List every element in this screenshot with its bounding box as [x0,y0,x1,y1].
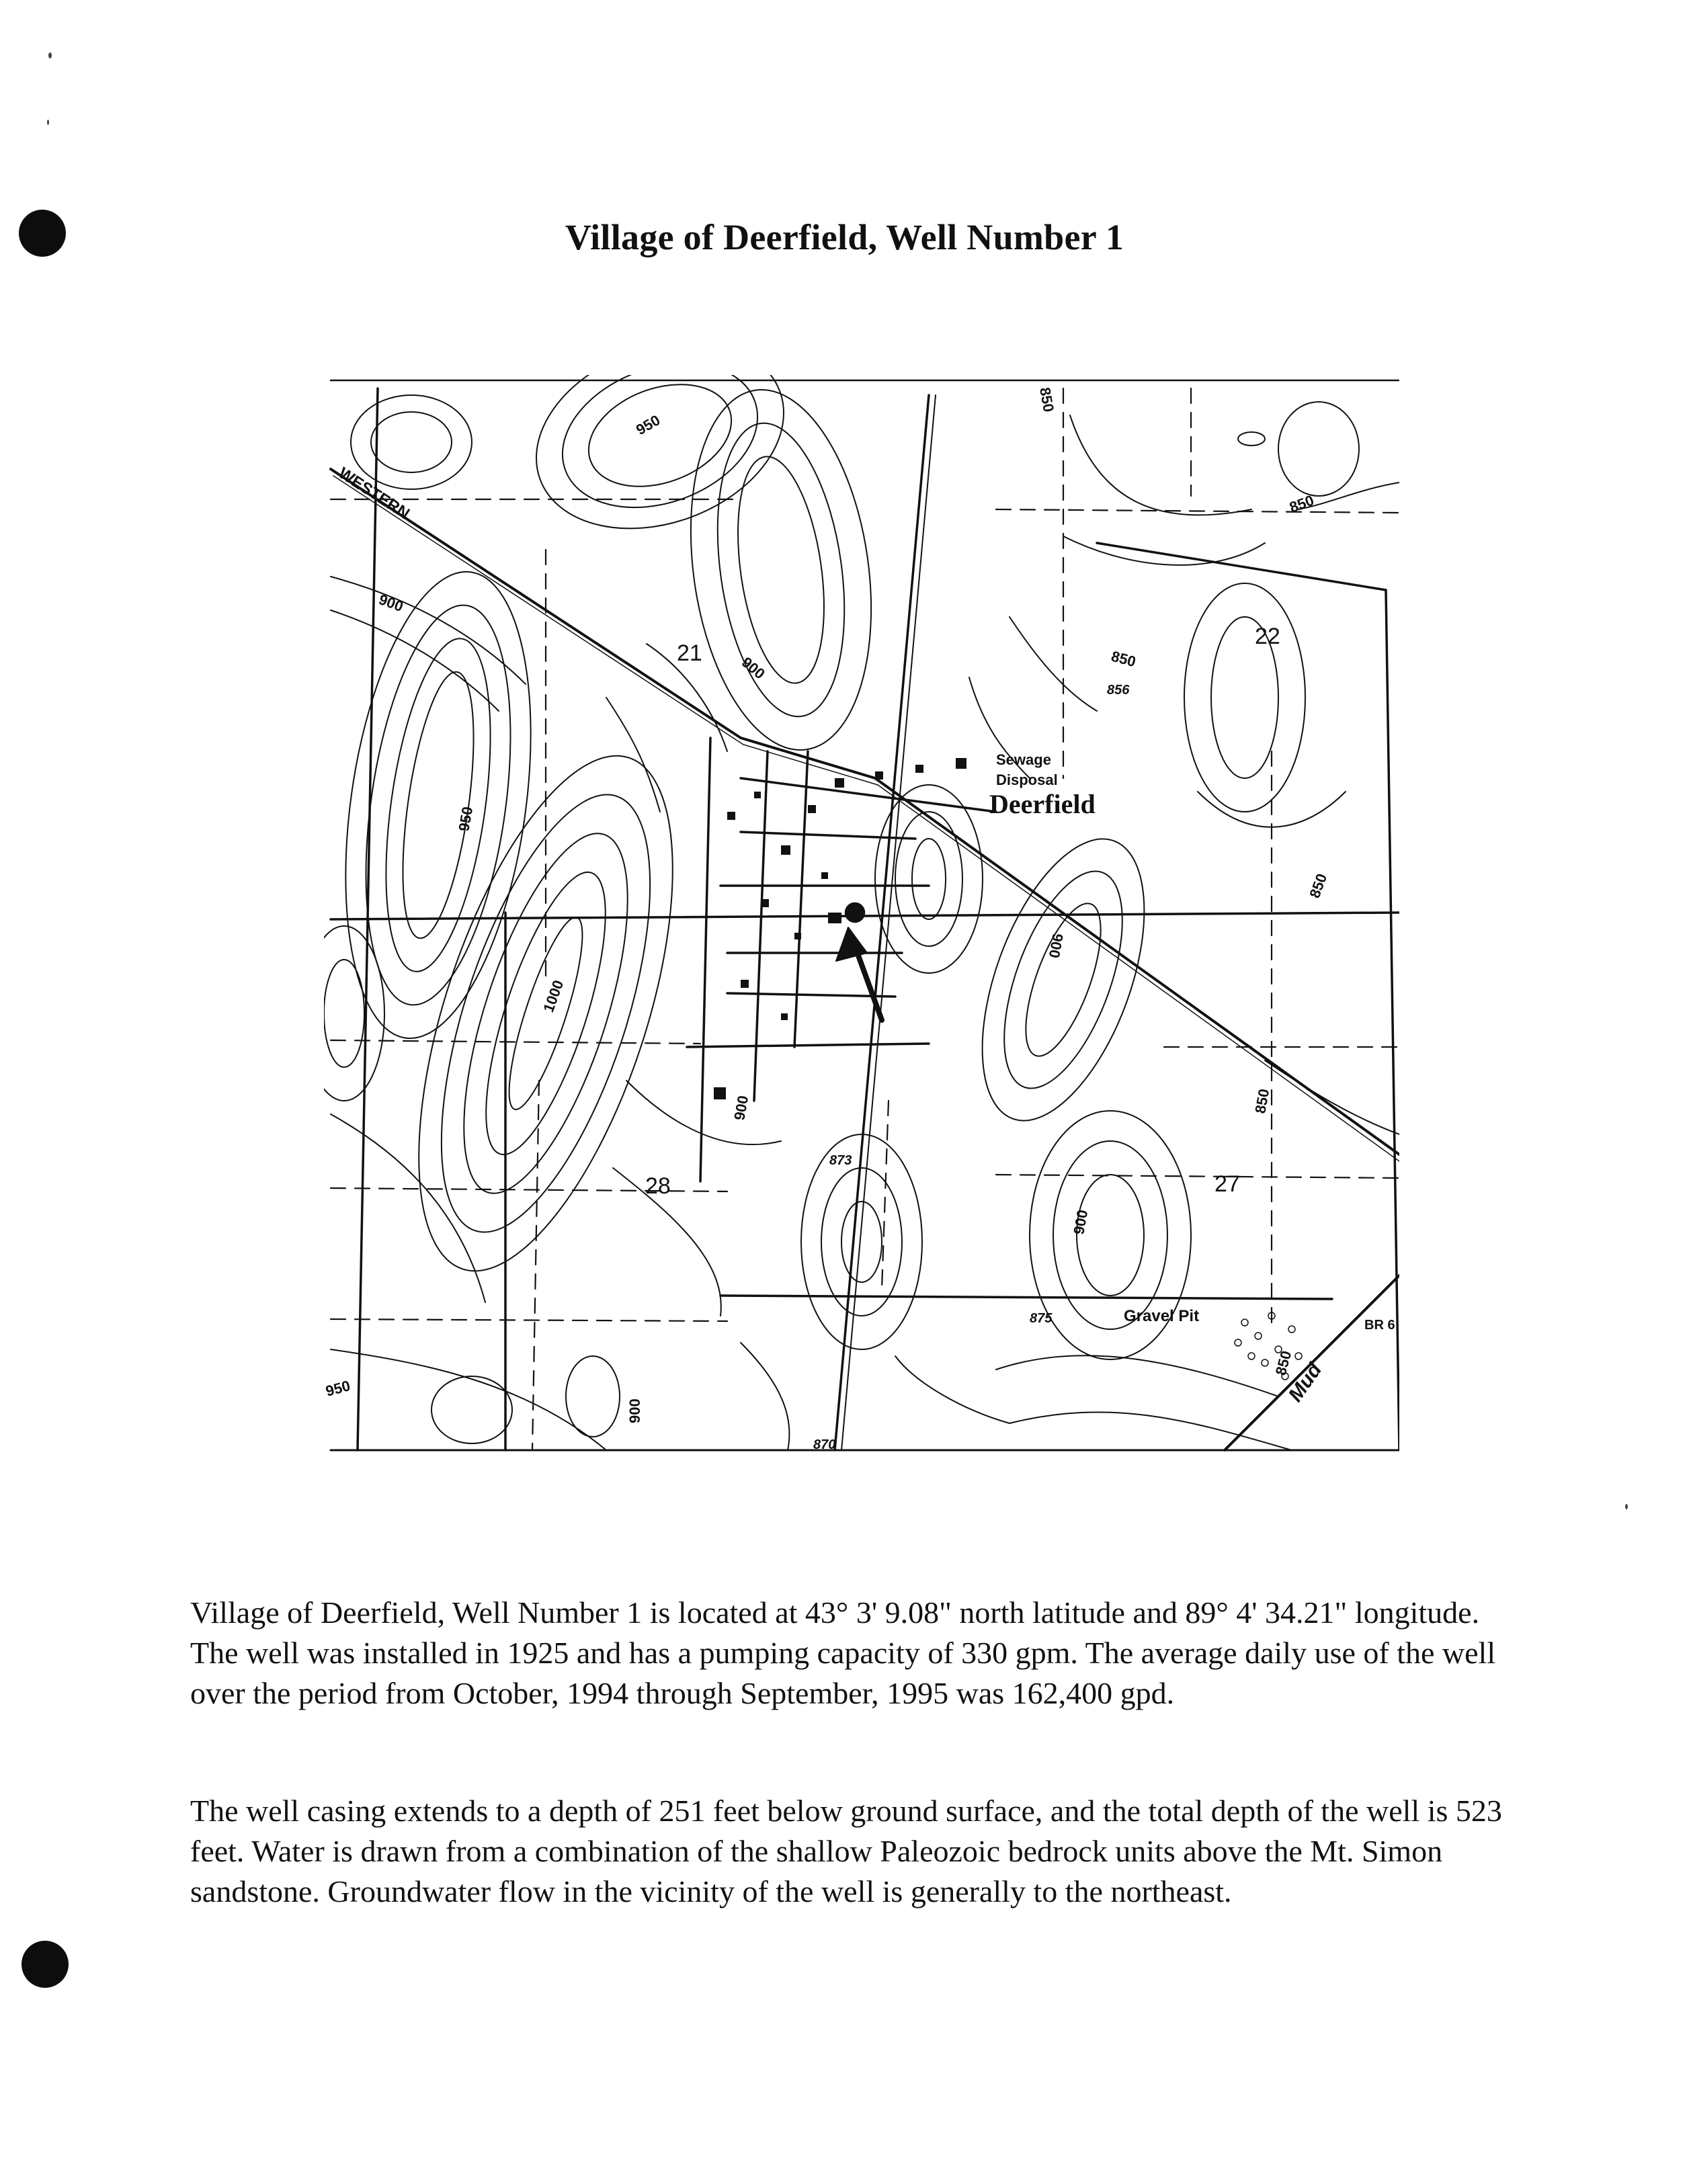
disposal-label: Disposal [996,771,1058,788]
description-paragraph-construction: The well casing extends to a depth of 251 feet below ground surface, and the total depth of the well is 523 feet. Water is drawn from a combination of the shallow Paleozoic bedrock units above the Mt. Simon sandstone. Groundwater flow in the vicinity of the well is generally to the northeast. [190,1794,1502,1908]
contour-label: 900 [731,1094,752,1122]
scan-speck [47,120,49,125]
contour-label: 850 [1109,647,1138,671]
gravel-pit-area [1235,1312,1302,1380]
contour-label: 950 [455,805,477,833]
section-28-label: 28 [645,1173,671,1199]
well-location-arrow [836,903,882,1020]
mud-creek-label: Mud [1284,1359,1327,1406]
contour-label: 850 [1287,491,1317,516]
contour-label: 900 [1070,1208,1091,1236]
sewage-label: Sewage [996,751,1051,768]
spot-elevation-label: 875 [1030,1311,1053,1326]
town-buildings [714,758,966,1099]
gravel-pit-label: Gravel Pit [1124,1307,1200,1325]
contour-label: 950 [324,1377,352,1400]
contour-label: 900 [376,591,406,616]
scan-speck [1625,1504,1628,1509]
contour-label: 900 [1045,932,1067,960]
roads [331,388,1399,1450]
spot-elevation-label: 856 [1107,683,1130,698]
route-label: BR 6 [1364,1318,1395,1333]
contour-label: 950 [633,411,663,439]
description-paragraph-location: Village of Deerfield, Well Number 1 is located at 43° 3' 9.08" north latitude and 89° 4' 34.21" longitude. The well was installed in 1925 and has a pumping capacity of 330 gpm. The average daily use of the well over the period from October, 1994 through September, 1995 was 162,400 gpd. [190,1595,1496,1710]
section-27-label: 27 [1214,1171,1240,1197]
contour-label: 900 [738,653,768,683]
contour-label: 850 [1272,1349,1295,1378]
punch-hole-bottom [22,1941,69,1988]
section-22-label: 22 [1255,624,1280,649]
contour-label: 900 [626,1398,643,1423]
topographic-map [324,375,1399,1457]
spot-elevation-label: 870 [813,1437,836,1452]
contour-label: 850 [1306,871,1331,900]
contour-label: 850 [1251,1087,1273,1115]
contour-label: 850 [1036,386,1058,414]
page-title: Village of Deerfield, Well Number 1 [565,217,1124,257]
contour-label: 1000 [540,978,567,1015]
spot-elevation-label: 873 [829,1153,852,1168]
scan-speck [48,52,52,58]
railroad-label: WESTERN [335,464,413,523]
section-21-label: 21 [677,640,702,666]
town-label: Deerfield [989,789,1096,819]
railroad-line [331,469,1399,1161]
